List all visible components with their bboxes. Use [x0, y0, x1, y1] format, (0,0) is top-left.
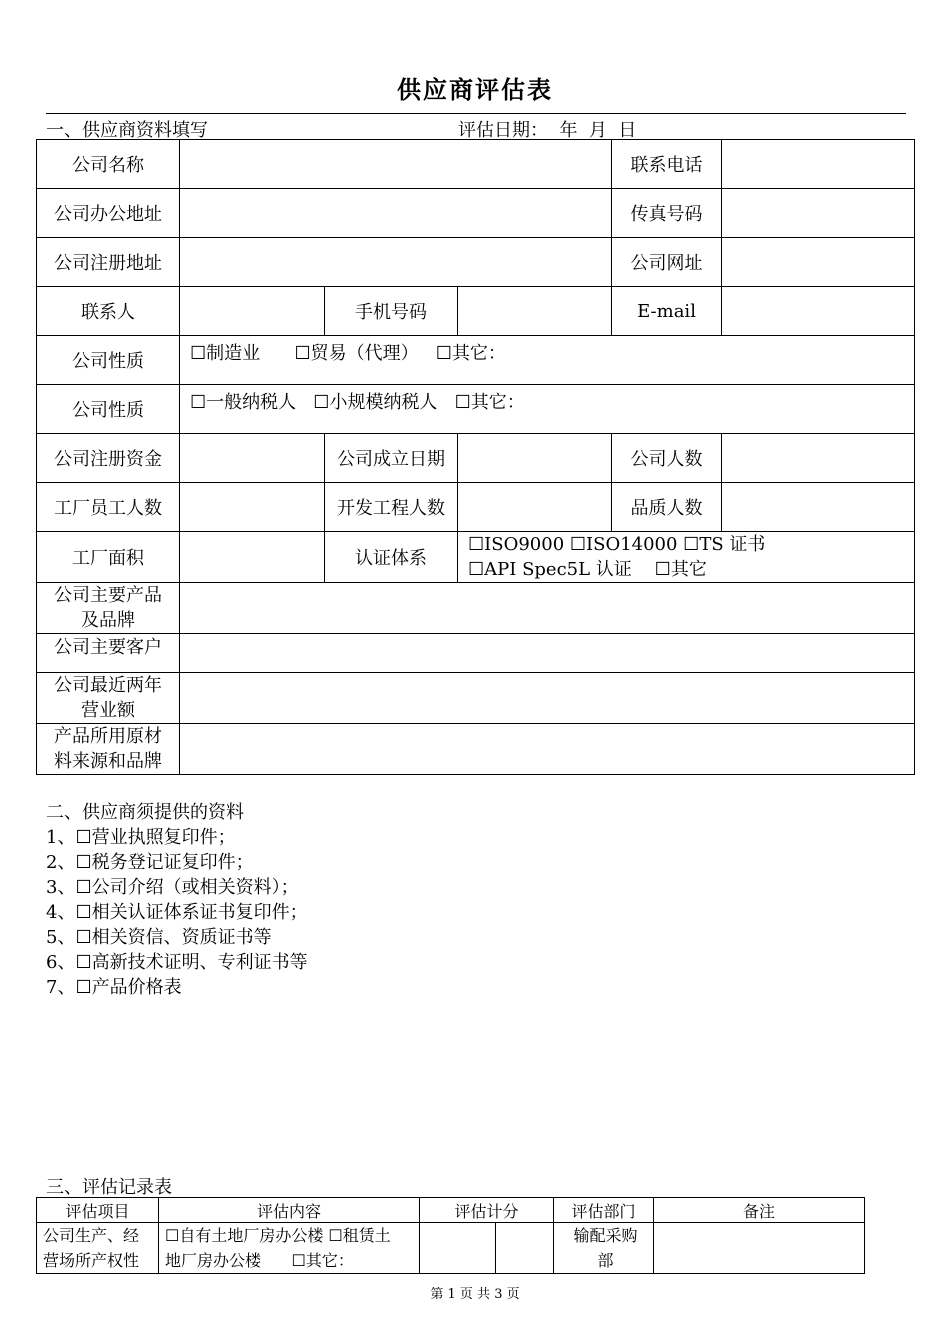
nature2-options[interactable]: ☐一般纳税人 ☐小规模纳税人 ☐其它： [180, 385, 915, 434]
headcount-field[interactable] [722, 434, 915, 483]
section3-heading: 三、评估记录表 [46, 1177, 172, 1198]
customers-label: 公司主要客户 [37, 634, 180, 673]
section2-list [46, 800, 308, 1000]
nature1-options[interactable]: ☐制造业 ☐贸易（代理） ☐其它： [180, 336, 915, 385]
factory-workers-field[interactable] [180, 483, 325, 532]
header-eval-score: 评估计分 [420, 1198, 554, 1223]
eval-content-cell[interactable]: ☐自有土地厂房办公楼 ☐租赁土 地厂房办公楼 ☐其它： [159, 1223, 420, 1274]
website-label: 公司网址 [612, 238, 722, 287]
list-item[interactable]: 6、☐高新技术证明、专利证书等 [46, 952, 308, 973]
remarks-cell[interactable] [654, 1223, 865, 1274]
list-item[interactable]: 2、☐税务登记证复印件； [46, 852, 254, 873]
nature1-label: 公司性质 [37, 336, 180, 385]
quality-staff-label: 品质人数 [612, 483, 722, 532]
header-eval-content: 评估内容 [159, 1198, 420, 1223]
dev-engineers-field[interactable] [458, 483, 612, 532]
cert-line-2: ☐API Spec5L 认证 ☐其它 [468, 559, 707, 580]
eval-score-cell-a[interactable] [420, 1223, 496, 1274]
supplier-info-table [36, 139, 915, 775]
section2-heading: 二、供应商须提供的资料 [46, 802, 244, 823]
header-eval-dept: 评估部门 [554, 1198, 654, 1223]
list-item[interactable]: 4、☐相关认证体系证书复印件； [46, 902, 308, 923]
title-divider [46, 113, 906, 114]
revenue-field[interactable] [180, 673, 915, 724]
phone-label: 联系电话 [612, 140, 722, 189]
factory-area-label: 工厂面积 [37, 532, 180, 583]
contact-field[interactable] [180, 287, 325, 336]
materials-field[interactable] [180, 724, 915, 775]
materials-label: 产品所用原材 料来源和品牌 [37, 724, 180, 775]
list-item[interactable]: 3、☐公司介绍（或相关资料）； [46, 877, 299, 898]
email-label: E-mail [612, 287, 722, 336]
fax-field[interactable] [722, 189, 915, 238]
office-address-label: 公司办公地址 [37, 189, 180, 238]
list-item[interactable]: 1、☐营业执照复印件； [46, 827, 236, 848]
fax-label: 传真号码 [612, 189, 722, 238]
cert-options[interactable] [458, 532, 915, 583]
reg-address-field[interactable] [180, 238, 612, 287]
eval-score-cell-b[interactable] [496, 1223, 554, 1274]
factory-workers-label: 工厂员工人数 [37, 483, 180, 532]
website-field[interactable] [722, 238, 915, 287]
reg-address-label: 公司注册地址 [37, 238, 180, 287]
page-title: 供应商评估表 [397, 76, 553, 104]
cert-line-1: ☐ISO9000 ☐ISO14000 ☐TS 证书 [468, 534, 766, 555]
eval-item-cell: 公司生产、经 营场所产权性 [37, 1223, 159, 1274]
found-date-field[interactable] [458, 434, 612, 483]
mobile-field[interactable] [458, 287, 612, 336]
headcount-label: 公司人数 [612, 434, 722, 483]
list-item[interactable]: 7、☐产品价格表 [46, 977, 182, 998]
nature2-label: 公司性质 [37, 385, 180, 434]
revenue-label: 公司最近两年 营业额 [37, 673, 180, 724]
products-field[interactable] [180, 583, 915, 634]
company-name-label: 公司名称 [37, 140, 180, 189]
cert-system-label: 认证体系 [325, 532, 458, 583]
products-label: 公司主要产品 及品牌 [37, 583, 180, 634]
header-remarks: 备注 [654, 1198, 865, 1223]
customers-field[interactable] [180, 634, 915, 673]
office-address-field[interactable] [180, 189, 612, 238]
section1-heading: 一、供应商资料填写 [46, 120, 208, 141]
reg-capital-field[interactable] [180, 434, 325, 483]
phone-field[interactable] [722, 140, 915, 189]
eval-date-label: 评估日期： 年 月 日 [458, 120, 637, 141]
page-footer: 第 1 页 共 3 页 [430, 1287, 520, 1302]
dev-engineers-label: 开发工程人数 [325, 483, 458, 532]
quality-staff-field[interactable] [722, 483, 915, 532]
found-date-label: 公司成立日期 [325, 434, 458, 483]
header-eval-item: 评估项目 [37, 1198, 159, 1223]
company-name-field[interactable] [180, 140, 612, 189]
list-item[interactable]: 5、☐相关资信、资质证书等 [46, 927, 272, 948]
evaluation-record-table [36, 1197, 865, 1274]
eval-dept-cell: 输配采购 部 [554, 1223, 654, 1274]
email-field[interactable] [722, 287, 915, 336]
reg-capital-label: 公司注册资金 [37, 434, 180, 483]
mobile-label: 手机号码 [325, 287, 458, 336]
contact-label: 联系人 [37, 287, 180, 336]
factory-area-field[interactable] [180, 532, 325, 583]
